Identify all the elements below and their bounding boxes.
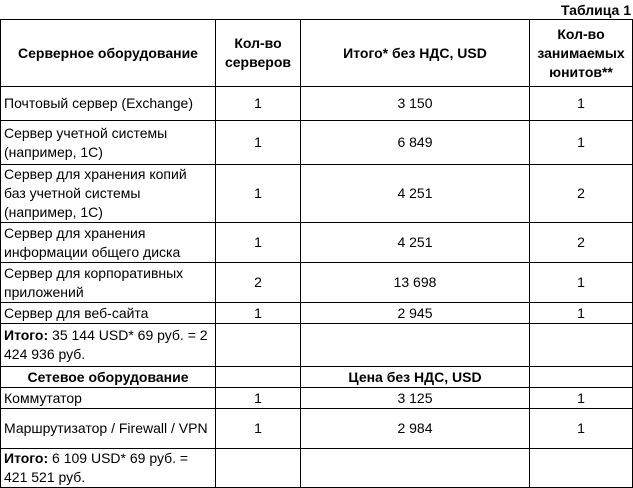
table-row	[1, 121, 633, 165]
server-total: 2 945	[301, 303, 530, 324]
servers-total-label: Итого:	[4, 327, 49, 343]
network-total-row	[1, 449, 633, 488]
empty-cell	[530, 449, 633, 488]
network-name: Маршрутизатор / Firewall / VPN	[1, 409, 216, 449]
network-units: 1	[530, 409, 633, 449]
server-total: 13 698	[301, 263, 530, 303]
server-units: 1	[530, 121, 633, 165]
network-total: 2 984	[301, 409, 530, 449]
network-total-cell	[1, 449, 216, 488]
servers-total-row	[1, 324, 633, 367]
empty-cell	[216, 367, 301, 388]
server-name: Сервер для хранения копий баз учетной системы (например, 1С)	[1, 165, 216, 223]
network-count: 1	[216, 409, 301, 449]
table-header-row	[1, 20, 633, 87]
table-row	[1, 409, 633, 449]
table-row	[1, 223, 633, 263]
network-units: 1	[530, 388, 633, 409]
server-name: Сервер учетной системы (например, 1С)	[1, 121, 216, 165]
server-total: 3 150	[301, 87, 530, 121]
server-count: 1	[216, 87, 301, 121]
server-total: 4 251	[301, 223, 530, 263]
server-units: 1	[530, 87, 633, 121]
network-count: 1	[216, 388, 301, 409]
server-name: Сервер для хранения информации общего диска	[1, 223, 216, 263]
empty-cell	[216, 324, 301, 367]
header-price-usd: Цена без НДС, USD	[301, 367, 530, 388]
table-row	[1, 87, 633, 121]
server-name: Почтовый сервер (Exchange)	[1, 87, 216, 121]
table-row	[1, 303, 633, 324]
equipment-table	[0, 19, 633, 488]
table-caption: Таблица 1	[560, 2, 631, 18]
server-units: 1	[530, 263, 633, 303]
network-header-row	[1, 367, 633, 388]
server-count: 1	[216, 165, 301, 223]
server-total: 4 251	[301, 165, 530, 223]
server-units: 2	[530, 165, 633, 223]
server-count: 1	[216, 121, 301, 165]
header-total-usd: Итого* без НДС, USD	[301, 20, 530, 87]
server-count: 1	[216, 303, 301, 324]
server-units: 1	[530, 303, 633, 324]
server-name: Сервер для корпоративных приложений	[1, 263, 216, 303]
servers-total-cell	[1, 324, 216, 367]
header-units: Кол-во занимаемых юнитов**	[530, 20, 633, 87]
empty-cell	[530, 324, 633, 367]
network-total: 3 125	[301, 388, 530, 409]
header-server-count: Кол-во серверов	[216, 20, 301, 87]
server-units: 2	[530, 223, 633, 263]
table-row	[1, 388, 633, 409]
network-name: Коммутатор	[1, 388, 216, 409]
server-total: 6 849	[301, 121, 530, 165]
servers-total-text: 35 144 USD* 69 руб. = 2 424 936 руб.	[4, 327, 208, 362]
table-row	[1, 263, 633, 303]
empty-cell	[301, 449, 530, 488]
empty-cell	[530, 367, 633, 388]
header-network-equipment: Сетевое оборудование	[1, 367, 216, 388]
network-total-text: 6 109 USD* 69 руб. = 421 521 руб.	[4, 450, 189, 485]
header-server-equipment: Серверное оборудование	[1, 20, 216, 87]
network-total-label: Итого:	[4, 450, 49, 466]
empty-cell	[216, 449, 301, 488]
server-count: 2	[216, 263, 301, 303]
server-count: 1	[216, 223, 301, 263]
table-row	[1, 165, 633, 223]
server-name: Сервер для веб-сайта	[1, 303, 216, 324]
empty-cell	[301, 324, 530, 367]
